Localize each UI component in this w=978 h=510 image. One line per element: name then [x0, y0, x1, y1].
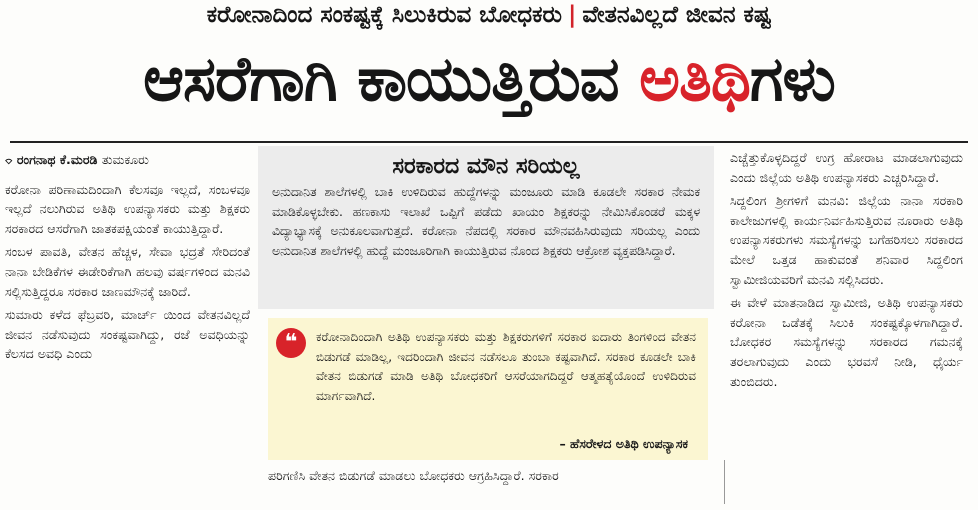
- paragraph: ಸುಮಾರು ಕಳೆದ ಫೆಬ್ರವರಿ, ಮಾರ್ಚ್ ಯಿಂದ ವೇತನವಿಲ್ಲದೆ ಜೀವನ ನಡೆಸುವುದು ಸಂಕಷ್ಟವಾಗಿದ್ದು, ರಜೆ ಅವಧಿಯನ್ನು ಕೆಲಸದ ಅವಧಿ ಎಂದು: [5, 307, 250, 362]
- article-column-1: [5, 150, 250, 368]
- box-body: ಅನುದಾನಿತ ಶಾಲೆಗಳಲ್ಲಿ ಬಾಕಿ ಉಳಿದಿರುವ ಹುದ್ದೆಗಳನ್ನು ಮಂಜೂರು ಮಾಡಿ ಕೂಡಲೇ ಸರಕಾರ ನೇಮಕ ಮಾಡಿಕೊಳ್ಳಬೇಕು. ಹಣಕಾಸು ಇಲಾಖೆ ಒಪ್ಪಿಗೆ ಪಡೆದು ಖಾಯಂ ಶಿಕ್ಷಕರನ್ನು ನೇಮಿಸಿಕೊಂಡರೆ ಮಕ್ಕಳ ವಿದ್ಯಾಭ್ಯಾಸಕ್ಕೆ ಅನುಕೂಲವಾಗುತ್ತದೆ. ಕರೋನಾ ನೆಪದಲ್ಲಿ ಸರಕಾರ ಮೌನವಹಿಸಿರುವುದು ಸರಿಯಲ್ಲ ಎಂದು ಅನುದಾನಿತ ಶಾಲೆಗಳಲ್ಲಿ ಹುದ್ದೆ ಮಂಜೂರಿಗಾಗಿ ಕಾಯುತ್ತಿರುವ ನೊಂದ ಶಿಕ್ಷಕರು ಆಕ್ರೋಶ ವ್ಯಕ್ತಪಡಿಸಿದ್ದಾರೆ.: [272, 185, 700, 258]
- sidebar-box-govt-silence: [258, 146, 714, 309]
- byline: [5, 150, 250, 170]
- headline-highlight: ಅತಿಥಿ: [639, 42, 750, 115]
- column-divider: [724, 460, 725, 504]
- headline-rule: [10, 141, 968, 143]
- headline-part-1: ಆಸರೆಗಾಗಿ ಕಾಯುತ್ತಿರುವ: [143, 42, 640, 115]
- kicker-right: ವೇತನವಿಲ್ಲದೆ ಜೀವನ ಕಷ್ಟ: [582, 2, 772, 28]
- quote-icon: ❝: [276, 328, 306, 358]
- paragraph: ಈ ವೇಳೆ ಮಾತನಾಡಿದ ಸ್ವಾಮೀಜಿ, ಅತಿಥಿ ಉಪನ್ಯಾಸಕರು ಕರೋನಾ ಒಡೆತಕ್ಕೆ ಸಿಲುಕಿ ಸಂಕಷ್ಟಕ್ಕೊಳಗಾಗಿದ್ದಾರೆ. ಬೋಧಕರ ಸಮಸ್ಯೆಗಳನ್ನು ಸರಕಾರದ ಗಮನಕ್ಕೆ ತರಲಾಗುವುದು ಎಂದು ಭರವಸೆ ನೀಡಿ, ಧೈರ್ಯ ತುಂಬಿದರು.: [730, 295, 963, 389]
- kicker-separator: |: [567, 2, 577, 28]
- paragraph: ಎಚ್ಚೆತ್ತುಕೊಳ್ಳದಿದ್ದರೆ ಉಗ್ರ ಹೋರಾಟ ಮಾಡಲಾಗುವುದು ಎಂದು ಜಿಲ್ಲೆಯ ಅತಿಥಿ ಉಪನ್ಯಾಸಕರು ಎಚ್ಚರಿಸಿದ್ದಾರೆ.: [730, 150, 963, 185]
- kicker-line: [0, 2, 978, 28]
- kicker-left: ಕರೋನಾದಿಂದ ಸಂಕಷ್ಟಕ್ಕೆ ಸಿಲುಕಿರುವ ಬೋಧಕರು: [206, 2, 562, 28]
- paragraph: ಸಂಬಳ ಪಾವತಿ, ವೇತನ ಹೆಚ್ಚಳ, ಸೇವಾ ಭದ್ರತೆ ಸೇರಿದಂತೆ ನಾನಾ ಬೇಡಿಕೆಗಳ ಈಡೇರಿಕೆಗಾಗಿ ಹಲವು ವರ್ಷಗಳಿಂದ ಮನವಿ ಸಲ್ಲಿಸುತ್ತಿದ್ದರೂ ಸರಕಾರ ಜಾಣಮೌನಕ್ಕೆ ಜಾರಿದೆ.: [5, 244, 250, 299]
- box-title: ಸರಕಾರದ ಮೌನ ಸರಿಯಲ್ಲ: [392, 154, 580, 179]
- quote-box: [268, 318, 708, 460]
- headline-part-3: ಗಳು: [749, 42, 835, 115]
- quote-author: – ಹೆಸರೇಳದ ಅತಿಥಿ ಉಪನ್ಯಾಸಕ: [559, 436, 688, 451]
- wifi-icon: ⌔: [5, 152, 13, 167]
- article-column-2-text: ಪರಿಗಣಿಸಿ ವೇತನ ಬಿಡುಗಡೆ ಮಾಡಲು ಬೋಧಕರು ಆಗ್ರಹಿಸಿದ್ದಾರೆ. ಸರಕಾರ: [268, 468, 559, 483]
- quote-body: ಕರೋನಾದಿಂದಾಗಿ ಅತಿಥಿ ಉಪನ್ಯಾಸಕರು ಮತ್ತು ಶಿಕ್ಷಕರುಗಳಿಗೆ ಸರಕಾರ ಐದಾರು ತಿಂಗಳಿಂದ ವೇತನ ಬಿಡುಗಡೆ ಮಾಡಿಲ್ಲ, ಇದರಿಂದಾಗಿ ಜೀವನ ನಡೆಸಲೂ ತುಂಬಾ ಕಷ್ಟವಾಗಿದೆ. ಸರಕಾರ ಕೂಡಲೇ ಬಾಕಿ ವೇತನ ಬಿಡುಗಡೆ ಮಾಡಿ ಅತಿಥಿ ಬೋಧಕರಿಗೆ ಆಸರೆಯಾಗದಿದ್ದರೆ ಆತ್ಮಹತ್ಯೆಯೊಂದೆ ಉಳಿದಿರುವ ಮಾರ್ಗವಾಗಿದೆ.: [316, 330, 696, 403]
- byline-name: ರಂಗನಾಥ ಕೆ.ಮರಡಿ: [16, 152, 98, 167]
- paragraph: ಕರೋನಾ ಪರಿಣಾಮದಿಂದಾಗಿ ಕೆಲಸವೂ ಇಲ್ಲದೆ, ಸಂಬಳವೂ ಇಲ್ಲದೆ ನಲುಗಿರುವ ಅತಿಥಿ ಉಪನ್ಯಾಸಕರು ಮತ್ತು ಶಿಕ್ಷಕರು ಸರಕಾರದ ಆಸರೆಗಾಗಿ ಜಾತಕಪಕ್ಷಿಯಂತೆ ಕಾಯುತ್ತಿದ್ದಾರೆ.: [5, 181, 250, 236]
- article-column-3: [730, 148, 963, 395]
- byline-place: ತುಮಕೂರು: [101, 152, 149, 167]
- headline: [0, 36, 978, 122]
- paragraph: ಸಿದ್ದಲಿಂಗ ಶ್ರೀಗಳಿಗೆ ಮನವಿ: ಜಿಲ್ಲೆಯ ನಾನಾ ಸರಕಾರಿ ಕಾಲೇಜುಗಳಲ್ಲಿ ಕಾರ್ಯನಿರ್ವಹಿಸುತ್ತಿರುವ ನೂರಾರು ಅತಿಥಿ ಉಪನ್ಯಾಸಕರುಗಳು ಸಮಸ್ಯೆಗಳನ್ನು ಬಗೆಹರಿಸಲು ಸರಕಾರದ ಮೇಲೆ ಒತ್ತಡ ಹಾಕುವಂತೆ ಶನಿವಾರ ಸಿದ್ದಲಿಂಗ ಸ್ವಾಮೀಜಿಯವರಿಗೆ ಮನವಿ ಸಲ್ಲಿಸಿದರು.: [730, 193, 963, 287]
